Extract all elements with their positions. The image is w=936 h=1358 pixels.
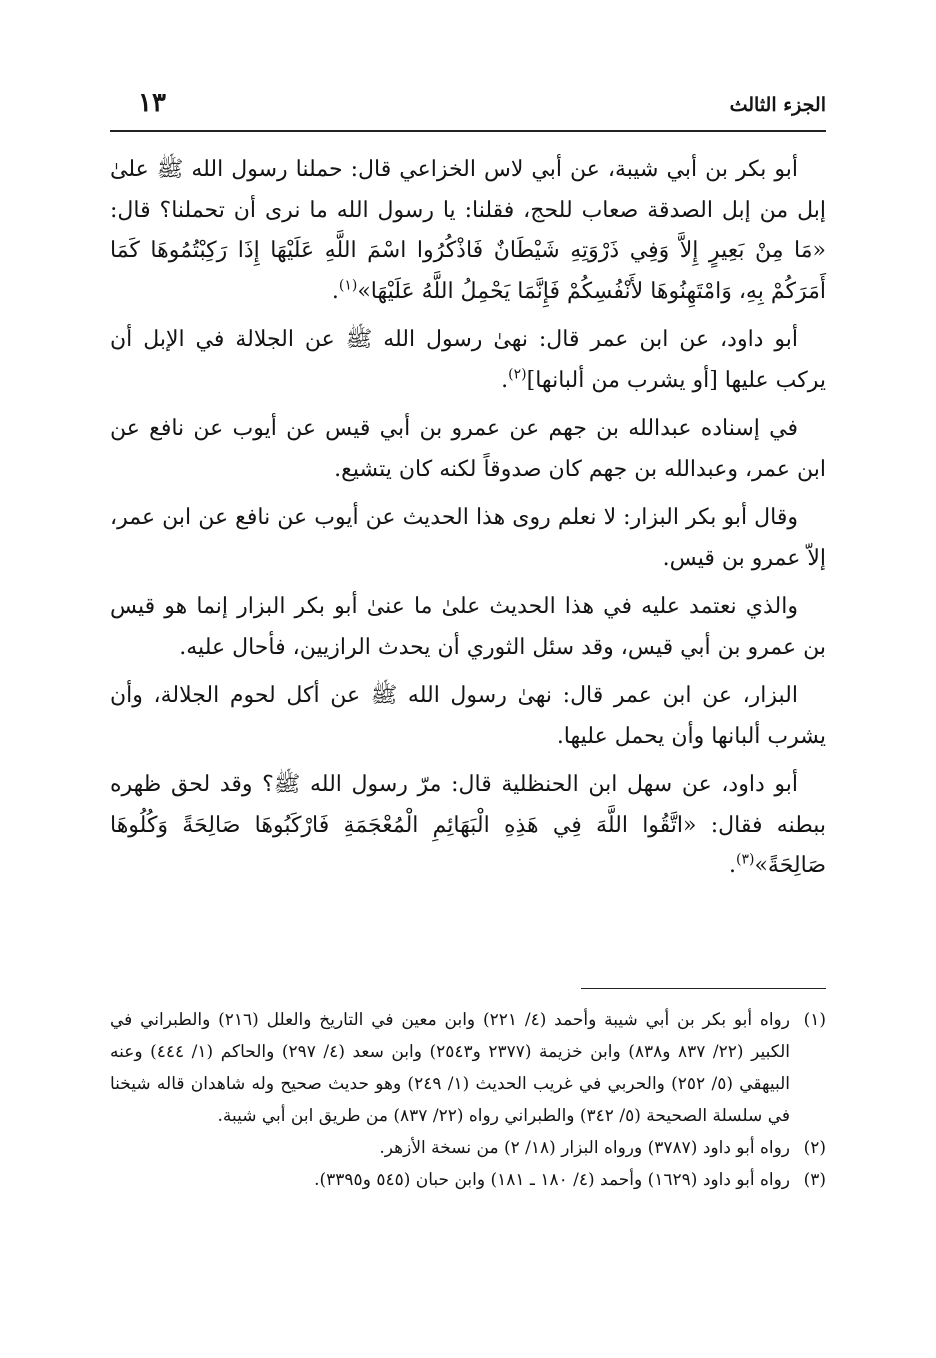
paragraph-end: .: [501, 367, 509, 393]
paragraph-text: البزار، عن ابن عمر قال: نهىٰ رسول الله ﷺ عن أكل لحوم الجلالة، وأن يشرب ألبانها وأن يحمل عليها.: [110, 683, 826, 749]
footnote: [110, 1132, 826, 1164]
paragraph: [110, 150, 826, 312]
page-number: ١٣: [138, 88, 166, 118]
paragraph: [110, 587, 826, 668]
footnote-text: رواه أبو داود (٣٧٨٧) ورواه البزار (١٨/ ٢) من نسخة الأزهر.: [379, 1138, 790, 1158]
footnote-text: رواه أبو بكر بن أبي شيبة وأحمد (٤/ ٢٢١) وابن معين في التاريخ والعلل (٢١٦) والطبراني في الكبير (٢٢/ ٨٣٧ و٨٣٨) وابن خزيمة (٢٣٧٧ و٢٥٤٣) وابن سعد (٤/ ٢٩٧) والحاكم (١/ ٤٤٤) وعنه البيهقي (٥/ ٢٥٢) والحربي في غريب الحديث (١/ ٢٤٩) وهو حديث صحيح وله شاهدان قاله شيخنا في سلسلة الصحيحة (٥/ ٣٤٢) والطبراني رواه (٢٢/ ٨٣٧) من طريق ابن أبي شيبة.: [110, 1010, 790, 1126]
paragraph: [110, 676, 826, 757]
footnote-reference[interactable]: (١): [338, 277, 358, 294]
header-rule: [110, 130, 826, 132]
paragraph-text: وقال أبو بكر البزار: لا نعلم روى هذا الحديث عن أيوب عن نافع عن ابن عمر، إلاّ عمرو بن قيس.: [110, 505, 826, 571]
footnote-number: (٢): [803, 1138, 826, 1158]
paragraph: [110, 765, 826, 887]
footnote-reference[interactable]: (٢): [508, 366, 527, 383]
footnote-number: (٣): [803, 1170, 826, 1190]
paragraph-end: .: [331, 278, 339, 304]
footnote-number: (١): [803, 1010, 826, 1030]
main-text: [110, 150, 826, 895]
paragraph: [110, 320, 826, 401]
paragraph-text: أبو داود، عن سهل ابن الحنظلية قال: مرّ رسول الله ﷺ؟ وقد لحق ظهره ببطنه فقال: «اتَّقُوا اللَّهَ فِي هَذِهِ الْبَهَائِمِ الْمُعْجَمَةِ فَارْكَبُوهَا صَالِحَةً وَكُلُوهَا صَالِحَةً»: [110, 772, 826, 878]
page-header: [110, 86, 826, 126]
footnote: [110, 1164, 826, 1196]
footnote-separator: [581, 988, 826, 989]
paragraph: [110, 498, 826, 579]
footnote: [110, 1004, 826, 1132]
paragraph-end: .: [728, 853, 736, 878]
paragraph-text: في إسناده عبدالله بن جهم عن عمرو بن أبي قيس عن أيوب عن نافع عن ابن عمر، وعبدالله بن جهم كان صدوقاً لكنه كان يتشيع.: [110, 416, 826, 482]
paragraph-text: والذي نعتمد عليه في هذا الحديث علىٰ ما عنىٰ أبو بكر البزار إنما هو قيس بن عمرو بن أبي قيس، وقد سئل الثوري أن يحدث الرازيين، فأحال عليه.: [110, 594, 826, 660]
paragraph-text: أبو داود، عن ابن عمر قال: نهىٰ رسول الله ﷺ عن الجلالة في الإبل أن يركب عليها [أو يشرب من ألبانها]: [110, 327, 826, 393]
footnotes: [110, 1004, 826, 1196]
paragraph: [110, 409, 826, 490]
footnote-text: رواه أبو داود (١٦٢٩) وأحمد (٤/ ١٨٠ ـ ١٨١) وابن حبان (٥٤٥ و٣٣٩٥).: [314, 1170, 790, 1190]
running-title: الجزء الثالث: [729, 94, 826, 116]
paragraph-text: أبو بكر بن أبي شيبة، عن أبي لاس الخزاعي قال: حملنا رسول الله ﷺ علىٰ إبل من إبل الصدقة صعاب للحج، فقلنا: يا رسول الله ما نرى أن تحملنا؟ قال: «مَا مِنْ بَعِيرٍ إِلاَّ وَفِي ذَرْوَتِهِ شَيْطَانٌ فَاذْكُرُوا اسْمَ اللَّهِ عَلَيْهَا إِذَا رَكِبْتُمُوهَا كَمَا أَمَرَكُمْ بِهِ، وَامْتَهِنُوهَا لأَنْفُسِكُمْ فَإِنَّمَا يَحْمِلُ اللَّهُ عَلَيْهَا»: [110, 157, 826, 304]
footnote-reference[interactable]: (٣): [735, 851, 755, 868]
